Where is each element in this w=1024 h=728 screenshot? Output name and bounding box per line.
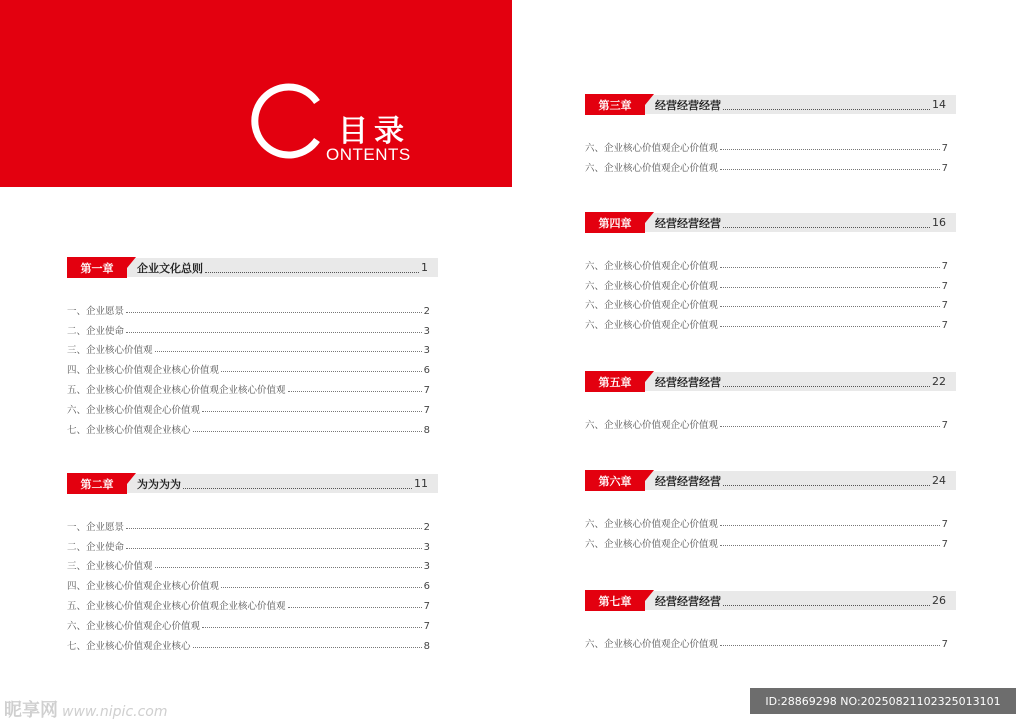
letter-c-logo [249, 82, 327, 160]
footer-id-bar [750, 688, 1016, 714]
toc-item-page: 2 [423, 305, 430, 317]
page-subtitle: ONTENTS [326, 145, 411, 164]
leader-dots [155, 351, 422, 352]
chapter-items [67, 297, 438, 436]
leader-dots [720, 287, 940, 288]
toc-item-text: 三、企业核心价值观 [67, 345, 153, 357]
toc-item[interactable] [585, 154, 956, 174]
chapter-tag: 第四章 [585, 212, 645, 233]
footer-id-text: ID:28869298 NO:20250821102325013101 [765, 694, 1001, 708]
chapter-page: 22 [932, 375, 946, 388]
header-banner [0, 0, 512, 187]
chapter-tag-fold [645, 212, 654, 223]
toc-item-text: 六、企业核心价值观企心价值观 [585, 320, 719, 332]
toc-item[interactable] [67, 632, 438, 652]
toc-item[interactable] [585, 252, 956, 272]
chapter-2 [67, 474, 438, 652]
toc-item-text: 五、企业核心价值观企业核心价值观企业核心价值观 [67, 384, 286, 396]
leader-dots [723, 100, 930, 110]
chapter-tag-fold [645, 371, 654, 382]
toc-item-text: 六、企业核心价值观企心价值观 [585, 518, 719, 530]
chapter-page: 14 [932, 98, 946, 111]
chapter-heading[interactable] [585, 95, 956, 114]
toc-item-text: 五、企业核心价值观企业核心价值观企业核心价值观 [67, 600, 286, 612]
toc-item-page: 7 [941, 518, 948, 530]
leader-dots [193, 647, 422, 648]
toc-item[interactable] [67, 396, 438, 416]
chapter-tag-fold [645, 470, 654, 481]
chapter-tag-fold [127, 473, 136, 484]
toc-item-page: 6 [423, 365, 430, 377]
toc-item-page: 7 [941, 320, 948, 332]
toc-item[interactable] [67, 572, 438, 592]
watermark-text: 昵享网 [4, 700, 58, 721]
toc-item[interactable] [67, 533, 438, 553]
leader-dots [126, 312, 422, 313]
leader-dots [723, 476, 930, 486]
leader-dots [720, 326, 940, 327]
toc-item-text: 六、企业核心价值观企心价值观 [585, 538, 719, 550]
toc-item-text: 六、企业核心价值观企心价值观 [585, 260, 719, 272]
leader-dots [723, 596, 930, 606]
chapter-title: 经营经营经营 [655, 594, 721, 608]
toc-item-text: 七、企业核心价值观企业核心 [67, 640, 191, 652]
toc-item-text: 六、企业核心价值观企心价值观 [67, 404, 201, 416]
chapter-items [585, 134, 956, 174]
toc-item[interactable] [67, 553, 438, 573]
toc-item-page: 2 [423, 521, 430, 533]
toc-item-page: 3 [423, 561, 430, 573]
toc-item-text: 六、企业核心价值观企心价值观 [585, 419, 719, 431]
chapter-items [585, 252, 956, 331]
chapter-tag: 第六章 [585, 470, 645, 491]
chapter-7 [585, 591, 956, 650]
chapter-title: 企业文化总则 [137, 261, 203, 275]
chapter-title: 经营经营经营 [655, 216, 721, 230]
chapter-tag-fold [645, 590, 654, 601]
leader-dots [720, 306, 940, 307]
toc-item-page: 7 [941, 638, 948, 650]
leader-dots [202, 627, 422, 628]
watermark-site: www.nipic.com [62, 704, 168, 720]
toc-item-text: 三、企业核心价值观 [67, 561, 153, 573]
leader-dots [126, 528, 422, 529]
toc-item-text: 一、企业愿景 [67, 305, 125, 317]
leader-dots [720, 149, 940, 150]
toc-item-text: 六、企业核心价值观企心价值观 [585, 142, 719, 154]
leader-dots [720, 169, 940, 170]
toc-item-page: 7 [423, 384, 430, 396]
toc-item-text: 二、企业使命 [67, 325, 125, 337]
leader-dots [126, 548, 422, 549]
chapter-5 [585, 372, 956, 431]
chapter-1 [67, 258, 438, 436]
leader-dots [723, 218, 930, 228]
leader-dots [720, 545, 940, 546]
toc-item-text: 六、企业核心价值观企心价值观 [585, 300, 719, 312]
chapter-4 [585, 213, 956, 331]
watermark [4, 696, 168, 722]
chapter-title: 经营经营经营 [655, 474, 721, 488]
chapter-3 [585, 95, 956, 174]
toc-item[interactable] [585, 510, 956, 530]
toc-item-text: 四、企业核心价值观企业核心价值观 [67, 581, 220, 593]
leader-dots [720, 645, 940, 646]
toc-item[interactable] [585, 411, 956, 431]
toc-item[interactable] [585, 311, 956, 331]
toc-item[interactable] [67, 297, 438, 317]
leader-dots [221, 587, 422, 588]
toc-item[interactable] [67, 376, 438, 396]
toc-item-page: 7 [941, 419, 948, 431]
chapter-page: 1 [421, 261, 428, 274]
chapter-items [585, 411, 956, 431]
toc-item-text: 一、企业愿景 [67, 521, 125, 533]
chapter-heading[interactable] [585, 213, 956, 232]
toc-item[interactable] [585, 292, 956, 312]
toc-item-page: 8 [423, 424, 430, 436]
toc-item-text: 六、企业核心价值观企心价值观 [67, 620, 201, 632]
chapter-items [585, 510, 956, 550]
leader-dots [183, 479, 412, 489]
toc-item[interactable] [585, 530, 956, 550]
leader-dots [205, 263, 419, 273]
chapter-page: 11 [414, 477, 428, 490]
toc-item-text: 六、企业核心价值观企心价值观 [585, 162, 719, 174]
leader-dots [193, 431, 422, 432]
toc-item-page: 3 [423, 541, 430, 553]
chapter-title: 为为为为 [137, 477, 181, 491]
chapter-page: 26 [932, 594, 946, 607]
leader-dots [288, 391, 422, 392]
toc-item-page: 7 [941, 260, 948, 272]
toc-item-page: 7 [941, 162, 948, 174]
toc-item-page: 3 [423, 345, 430, 357]
leader-dots [720, 525, 940, 526]
chapter-tag: 第五章 [585, 371, 645, 392]
chapter-heading[interactable] [67, 474, 438, 493]
toc-item-text: 二、企业使命 [67, 541, 125, 553]
chapter-tag: 第三章 [585, 94, 645, 115]
leader-dots [288, 607, 422, 608]
leader-dots [126, 332, 422, 333]
leader-dots [221, 371, 422, 372]
chapter-heading[interactable] [585, 372, 956, 391]
toc-item-page: 7 [423, 404, 430, 416]
chapter-tag-fold [645, 94, 654, 105]
toc-item-page: 3 [423, 325, 430, 337]
leader-dots [155, 567, 422, 568]
toc-item-page: 7 [941, 300, 948, 312]
toc-item[interactable] [67, 317, 438, 337]
toc-item-page: 7 [423, 600, 430, 612]
toc-item-page: 7 [423, 620, 430, 632]
toc-item-page: 7 [941, 280, 948, 292]
leader-dots [202, 411, 422, 412]
toc-item[interactable] [585, 134, 956, 154]
chapter-6 [585, 471, 956, 550]
toc-item[interactable] [585, 630, 956, 650]
toc-item-text: 七、企业核心价值观企业核心 [67, 424, 191, 436]
chapter-page: 16 [932, 216, 946, 229]
toc-item-text: 四、企业核心价值观企业核心价值观 [67, 365, 220, 377]
toc-item-text: 六、企业核心价值观企心价值观 [585, 280, 719, 292]
leader-dots [720, 267, 940, 268]
leader-dots [723, 377, 930, 387]
toc-item[interactable] [585, 272, 956, 292]
chapter-tag: 第一章 [67, 257, 127, 278]
chapter-items [67, 513, 438, 652]
page-title: 目录 [338, 114, 410, 149]
leader-dots [720, 426, 940, 427]
chapter-tag-fold [127, 257, 136, 268]
chapter-items [585, 630, 956, 650]
toc-item-page: 8 [423, 640, 430, 652]
toc-item[interactable] [67, 356, 438, 376]
toc-item-page: 7 [941, 142, 948, 154]
chapter-heading[interactable] [585, 471, 956, 490]
toc-item[interactable] [67, 592, 438, 612]
toc-item[interactable] [67, 416, 438, 436]
toc-item[interactable] [67, 337, 438, 357]
chapter-heading[interactable] [67, 258, 438, 277]
toc-item[interactable] [67, 612, 438, 632]
toc-item-page: 6 [423, 581, 430, 593]
chapter-tag: 第二章 [67, 473, 127, 494]
toc-item-text: 六、企业核心价值观企心价值观 [585, 638, 719, 650]
chapter-heading[interactable] [585, 591, 956, 610]
chapter-tag: 第七章 [585, 590, 645, 611]
chapter-title: 经营经营经营 [655, 375, 721, 389]
toc-item-page: 7 [941, 538, 948, 550]
toc-item[interactable] [67, 513, 438, 533]
chapter-page: 24 [932, 474, 946, 487]
chapter-title: 经营经营经营 [655, 98, 721, 112]
